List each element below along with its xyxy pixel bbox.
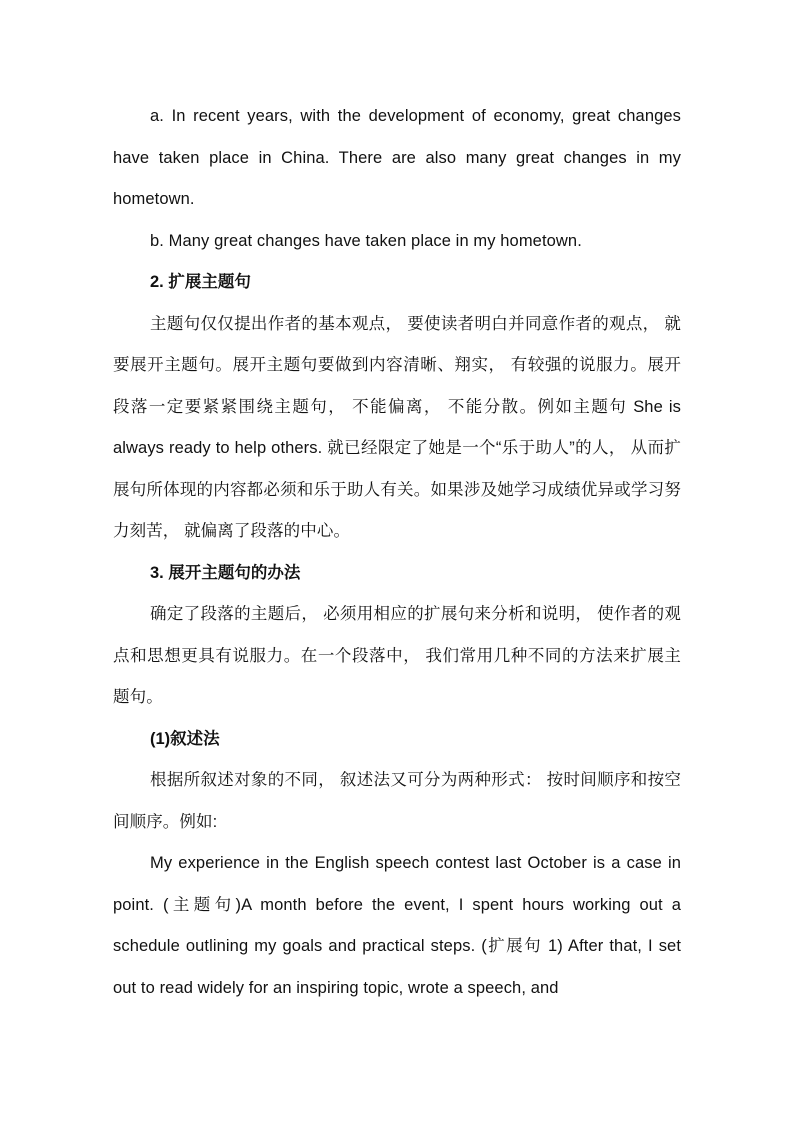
section-heading-methods: 3. 展开主题句的办法 xyxy=(150,563,301,582)
subsection-heading-narration: (1)叙述法 xyxy=(150,729,220,748)
paragraph-methods-intro: 确定了段落的主题后， 必须用相应的扩展句来分析和说明， 使作者的观点和思想更具有说服力。在一个段落中， 我们常用几种不同的方法来扩展主题句。 xyxy=(113,605,681,706)
paragraph-example-a: a. In recent years, with the development of economy, great changes have taken place in China. There are also many great changes in my hometown. xyxy=(113,107,681,208)
paragraph-narration-example: My experience in the English speech contest last October is a case in point. (主题句)A month before the event, I spent hours working out a schedule outlining my goals and practical steps. (扩展句 1) After that, I set out to read widely for an inspiring topic, wrote a speech, and xyxy=(113,854,681,997)
section-heading-expand-topic-sentence: 2. 扩展主题句 xyxy=(150,273,251,291)
document-page xyxy=(113,96,681,1009)
paragraph-topic-sentence-explanation: 主题句仅仅提出作者的基本观点， 要使读者明白并同意作者的观点， 就要展开主题句。展开主题句要做到内容清晰、翔实， 有较强的说服力。展开段落一定要紧紧围绕主题句， 不能偏离， 不能分散。例如主题句 She is always ready to help others. 就已经限定了她是一个“乐于助人”的人， 从而扩展句所体现的内容都必须和乐于助人有关。如果涉及她学习成绩优异或学习努力刻苦， 就偏离了段落的中心。 xyxy=(113,314,681,540)
paragraph-example-b: b. Many great changes have taken place in my hometown. xyxy=(150,231,582,250)
paragraph-narration-intro: 根据所叙述对象的不同， 叙述法又可分为两种形式： 按时间顺序和按空间顺序。例如: xyxy=(113,771,681,831)
